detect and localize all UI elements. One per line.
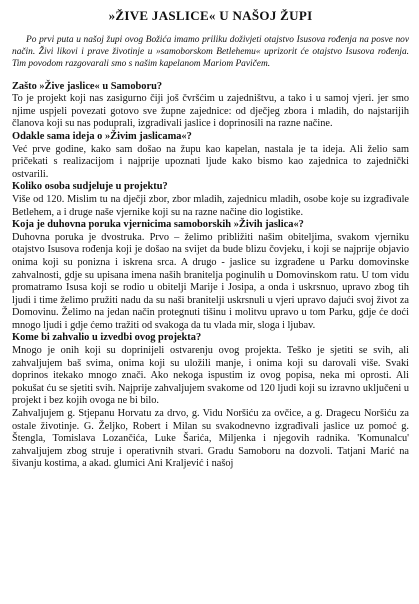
answer-2: Već prve godine, kako sam došao na župu kao kapelan, nastala je ta ideja. Ali želio sam pričekati s realizacijom i najprije upoznati ljude kako bismo kao zajednica to zajednički ostvarili. (12, 143, 409, 180)
question-1: Zašto »Žive jaslice« u Samoboru? (12, 80, 163, 92)
answer-1: To je projekt koji nas zasigurno čiji još čvršćim u zajedništvu, a tako i u samoj vjeri. jer smo njime uspjeli povezati gotovo sve župne zajednice: od dječjeg zbora i mladih, do najstarijih članova koji su nas poduprali, izgradivali jaslice i doprinosili na razne načine. (12, 93, 409, 130)
question-3: Koliko osoba sudjeluje u projektu? (12, 181, 168, 193)
answer-5-paragraph-1: Mnogo je onih koji su doprinijeli ostvarenju ovog projekta. Teško je sjetiti se svih, ali zahvaljujem baš svima, onima koji su uložili manje, i onima koji su darovali više. Svaki doprinos itekako mnogo znači. Ako nekoga ispustim iz ovog popisa, neka mi oprosti. Ali pokušat ću se sjetiti svih. Najprije zahvaljujem svakome od 120 ljudi koji su izravno uključeni u projekt i bez kojih ovoga ne bi bilo. (12, 345, 409, 407)
question-2: Odakle sama ideja o »Živim jaslicama«? (12, 130, 192, 142)
answer-4: Duhovna poruka je dvostruka. Prvo – želimo približiti našim obiteljima, svakom vjerniku otajstvo Isusova rođenja koji je došao na svijet da bude blizu čovjeku, i koji se najprije objavio onima koji su ponizna i iskrena srca. A drugo - jaslice su izgrađene u Parku domovinske zahvalnosti, gdje su upisana imena naših branitelja poginulih u Domovinskom ratu. U tom vidu promatramo Isusa koji se rodio u obitelji Marije i Josipa, a onda i uskrsnuo, upravo zbog tih ljudi i time želimo pružiti nadu da su naši branitelji uskrsnuli u vjeri upravo dajući svoj život za Domovinu. Želimo na jedan način protegnuti tišinu i molitvu upravo u tom Parku, gdje će doći mnogo ljudi i gdje ćemo tražiti od svakoga da tu vlada mir, sloga i ljubav. (12, 231, 409, 331)
answer-5-paragraph-2: Zahvaljujem g. Stjepanu Horvatu za drvo, g. Vidu Noršiću za ovčice, a g. Dragecu Noršiću za ostale životinje. G. Željko, Robert i Milan su svakodnevno izgrađivali jaslice uz pomoć g. Štengla, Tomislava Lozančića, Luke Šarića, Miljenka i njegovih radnika. 'Komunalcu' zahvaljujem zbog struje i operativnih stvari. Gradu Samoboru na dozvoli. Tatjani Marić na šivanju kostima, a akad. glumici Ani Kraljević i našoj (12, 408, 409, 470)
article-title: »ŽIVE JASLICE« U NAŠOJ ŽUPI (108, 8, 313, 23)
question-4: Koja je duhovna poruka vjernicima samoborskih »Živih jaslica«? (12, 219, 304, 231)
article-intro: Po prvi puta u našoj župi ovog Božića imamo priliku doživjeti otajstvo Isusova rođenja na posve nov način. Živi likovi i prave životinje u »samoborskom Betlehemu« uprizorit će otajstvo Isusova rođenja. Tim povodom razgovarali smo s našim kapelanom Mariom Pavičem. (12, 35, 409, 70)
question-5: Kome bi zahvalio u izvedbi ovog projekta? (12, 332, 202, 344)
answer-3: Više od 120. Mislim tu na dječji zbor, zbor mladih, zajednicu mladih, osobe koje su izgrađivale Betlehem, a i druge naše vjernike koji su na razne načine dio logistike. (12, 193, 409, 218)
